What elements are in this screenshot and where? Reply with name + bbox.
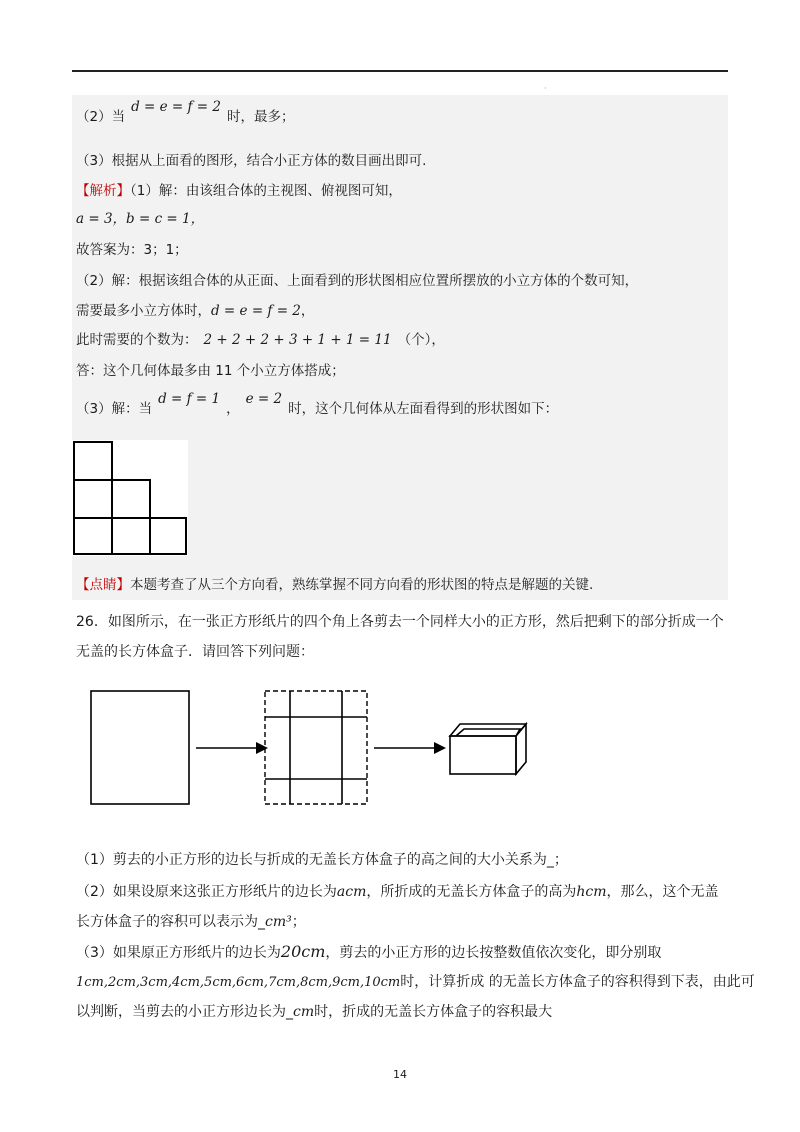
- page-number: 14: [393, 1068, 407, 1081]
- open-box: [450, 724, 526, 774]
- analysis-line-2: （2）当d = e = f = 2时，最多；: [76, 99, 295, 125]
- cube-square: [74, 480, 112, 518]
- problem26-q3-line1: （3）如果原正方形纸片的边长为20cm，剪去的小正方形的边长按整数值依次变化，即分别取: [76, 942, 662, 961]
- dianjing-tag: 【点睛】: [76, 577, 130, 593]
- problem26-q3-line2: 1cm,2cm,3cm,4cm,5cm,6cm,7cm,8cm,9cm,10cm时，计算折成 的无盖长方体盒子的容积得到下表，由此可: [76, 974, 755, 990]
- box-folding-diagram: [88, 688, 538, 808]
- arrow-2: [374, 742, 446, 754]
- left-view-shape: [72, 440, 188, 556]
- problem26-q3-line3: 以判断，当剪去的小正方形边长为_cm时，折成的无盖长方体盒子的容积最大: [76, 1004, 553, 1020]
- arrow-1: [196, 742, 268, 754]
- part3-line: （3）解：当d = f = 1，e = 2时，这个几何体从左面看得到的形状图如下：: [76, 391, 559, 417]
- math-def-equal-2: d = e = f = 2: [131, 99, 221, 115]
- analysis-line-3: （3）根据从上面看的图形，结合小正方体的数目画出即可.: [76, 153, 427, 169]
- part2-count: 此时需要的个数为： 2 + 2 + 2 + 3 + 1 + 1 = 11 （个），: [76, 332, 445, 348]
- header-dot: ·: [544, 84, 547, 93]
- jiexi-tag: 【解析】: [76, 183, 130, 199]
- box-folding-figure: [88, 688, 538, 812]
- left-view-grid: [72, 440, 188, 556]
- answer-1: 故答案为：3；1；: [76, 242, 188, 258]
- dianjing-line: 【点睛】本题考查了从三个方向看，熟练掌握不同方向看的形状图的特点是解题的关键.: [76, 577, 594, 593]
- jiexi-line: 【解析】（1）解：由该组合体的主视图、俯视图可知，: [76, 183, 402, 199]
- problem26-q2-line2: 长方体盒子的容积可以表示为_cm³；: [76, 914, 306, 930]
- part2-text: （2）解：根据该组合体的从正面、上面看到的形状图相应位置所摆放的小立方体的个数可知，: [76, 273, 639, 289]
- problem26-stem-1: 26．如图所示，在一张正方形纸片的四个角上各剪去一个同样大小的正方形，然后把剩下的部分折成一个: [76, 614, 724, 630]
- values-line: a = 3，b = c = 1，: [76, 211, 205, 227]
- problem26-stem-2: 无盖的长方体盒子．请回答下列问题：: [76, 644, 314, 660]
- cube-square: [150, 518, 186, 554]
- header-rule: [72, 70, 728, 72]
- cube-square: [112, 518, 150, 554]
- part2-need: 需要最多小立方体时，d = e = f = 2，: [76, 303, 315, 319]
- cube-square: [74, 518, 112, 554]
- problem26-q2-line1: （2）如果设原来这张正方形纸片的边长为acm，所折成的无盖长方体盒子的高为hcm，那么，这个无盖: [76, 884, 719, 900]
- part2-answer: 答：这个几何体最多由 11 个小立方体搭成；: [76, 363, 345, 379]
- cube-square: [74, 442, 112, 480]
- cube-square: [112, 480, 150, 518]
- cut-net: [265, 691, 367, 804]
- problem26-q1: （1）剪去的小正方形的边长与折成的无盖长方体盒子的高之间的大小关系为_；: [76, 852, 568, 868]
- square-paper: [91, 691, 189, 804]
